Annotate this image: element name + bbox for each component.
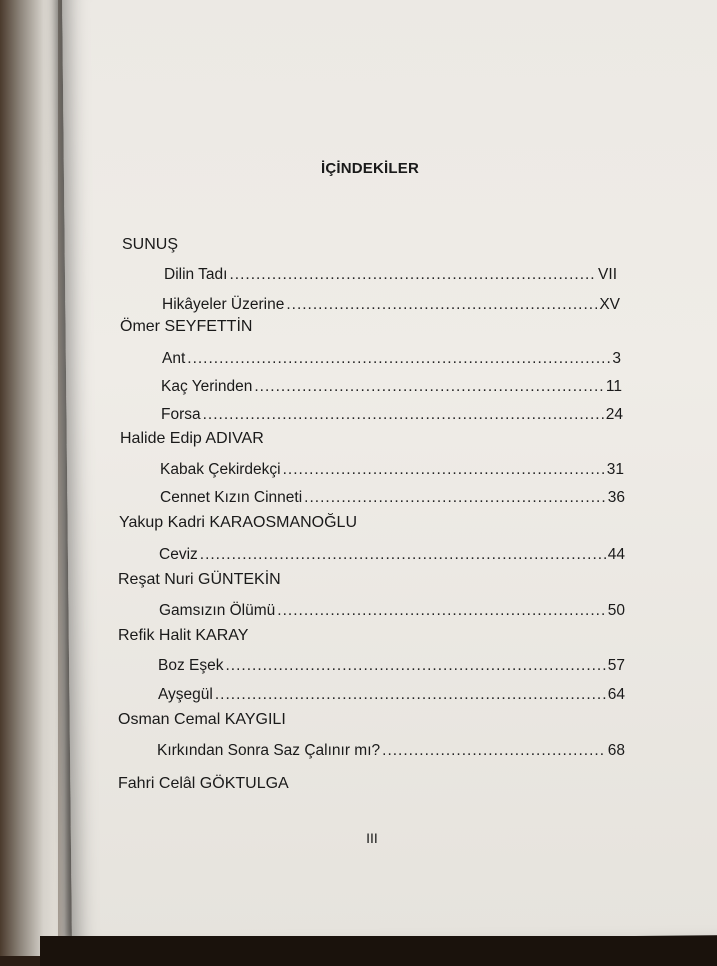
toc-entry-page: 36 [607, 489, 625, 506]
toc-entry-title: Kaç Yerinden [161, 378, 253, 395]
toc-entry [159, 602, 625, 620]
toc-entry-page: 31 [606, 461, 624, 478]
toc-entry [161, 406, 623, 424]
leader-dots [277, 602, 605, 620]
toc-entry-page: 44 [607, 546, 625, 563]
toc-entry-page: 11 [605, 378, 622, 395]
leader-dots [304, 489, 606, 507]
toc-entry [158, 686, 625, 704]
leader-dots [187, 350, 610, 368]
toc-entry-page: 64 [607, 686, 625, 703]
toc-entry-title: Kabak Çekirdekçi [160, 461, 281, 478]
toc-section-author: Refik Halit KARAY [118, 627, 249, 644]
toc-entry-title: Ant [162, 350, 186, 367]
toc-entry [158, 657, 625, 675]
toc-entry-title: Cennet Kızın Cinneti [160, 489, 303, 506]
toc-entry [160, 461, 624, 479]
toc-entry-page: 50 [607, 602, 625, 619]
toc-entry-page: 68 [607, 742, 625, 759]
toc-entry-page: 3 [612, 350, 621, 367]
toc-title: İÇİNDEKİLER [320, 160, 420, 177]
leader-dots [382, 742, 606, 760]
toc-entry-title: Ayşegül [158, 686, 213, 703]
toc-entry-title: Gamsızın Ölümü [159, 602, 276, 619]
leader-dots [229, 266, 596, 284]
leader-dots [254, 378, 604, 396]
toc-entry-title: Hikâyeler Üzerine [162, 296, 285, 313]
toc-section-author: Osman Cemal KAYGILI [118, 711, 286, 728]
leader-dots [200, 546, 606, 564]
toc-section-author: SUNUŞ [122, 236, 179, 253]
toc-entry-page: 57 [607, 657, 625, 674]
toc-entry [157, 742, 625, 760]
toc-entry-title: Forsa [161, 406, 201, 423]
toc-section-author: Yakup Kadri KARAOSMANOĞLU [119, 514, 358, 531]
toc-section-author: Ömer SEYFETTİN [120, 318, 253, 335]
leader-dots [283, 461, 605, 479]
toc-entry-title: Ceviz [159, 546, 198, 563]
toc-entry [162, 296, 620, 314]
page-number: III [366, 830, 378, 846]
toc-entry [159, 546, 625, 564]
toc-entry-title: Boz Eşek [158, 657, 224, 674]
leader-dots [215, 686, 606, 704]
leader-dots [286, 296, 597, 314]
toc-section-author: Halide Edip ADIVAR [120, 430, 264, 447]
toc-section-author: Fahri Celâl GÖKTULGA [118, 775, 289, 792]
toc-entry [164, 266, 617, 284]
toc-entry-page: VII [598, 266, 617, 283]
toc-entry [160, 489, 625, 507]
toc-entry-page: XV [599, 296, 620, 313]
toc-entry [161, 378, 622, 396]
toc-entry-page: 24 [605, 406, 623, 423]
toc-entry-title: Dilin Tadı [164, 266, 228, 283]
table-edge [40, 936, 717, 966]
toc-entry [162, 350, 621, 368]
leader-dots [225, 657, 605, 675]
toc-entry-title: Kırkından Sonra Saz Çalınır mı? [157, 742, 381, 759]
leader-dots [203, 406, 604, 424]
toc-section-author: Reşat Nuri GÜNTEKİN [118, 571, 281, 588]
